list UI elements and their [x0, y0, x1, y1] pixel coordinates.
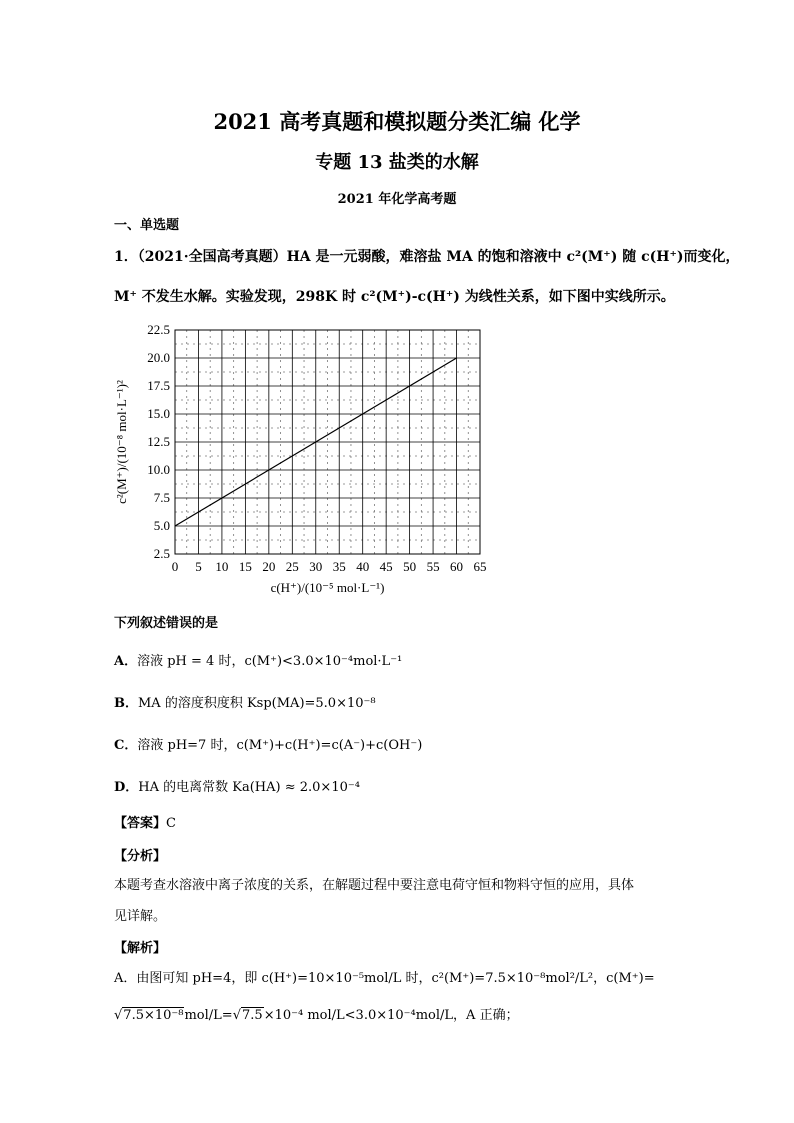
option-d — [114, 776, 360, 795]
explanation-label: 【解析】 — [114, 941, 167, 956]
x-tick-label: 30 — [309, 559, 323, 574]
option-d-text: HA 的电离常数 Ka(HA) ≈ 2.0×10⁻⁴ — [138, 780, 360, 795]
page-title: 2021 高考真题和模拟题分类汇编 化学 — [213, 109, 581, 134]
option-c — [114, 734, 422, 753]
y-tick-label: 5.0 — [153, 518, 170, 533]
line-chart — [110, 318, 500, 600]
sqrt-expression-2: √7.5 — [232, 1008, 263, 1023]
y-tick-label: 7.5 — [153, 490, 170, 505]
option-d-label: D． — [114, 780, 139, 795]
option-b-text: MA 的溶度积度积 Ksp(MA)=5.0×10⁻⁸ — [138, 696, 376, 711]
section-label: 一、单选题 — [114, 218, 180, 233]
option-b — [114, 692, 376, 711]
question-line-2: M⁺ 不发生水解。实验发现，298K 时 c²(M⁺)-c(H⁺) 为线性关系，如下图中实线所示。 — [114, 289, 675, 305]
option-c-text: 溶液 pH=7 时，c(M⁺)+c(H⁺)=c(A⁻)+c(OH⁻) — [137, 738, 423, 753]
y-tick-label: 15.0 — [147, 406, 170, 421]
x-tick-label: 50 — [403, 559, 417, 574]
x-tick-label: 35 — [332, 559, 346, 574]
y-tick-label: 17.5 — [147, 378, 170, 393]
sqrt-radicand-1: 7.5×10⁻⁸ — [123, 1008, 184, 1023]
x-tick-label: 10 — [215, 559, 229, 574]
question-prompt: 下列叙述错误的是 — [114, 616, 219, 631]
answer-line — [114, 812, 176, 831]
analysis-label: 【分析】 — [114, 849, 167, 864]
x-tick-label: 0 — [171, 559, 179, 574]
y-tick-label: 20.0 — [147, 350, 170, 365]
explanation-line-2 — [114, 1004, 519, 1023]
answer-value: C — [166, 816, 176, 831]
chart-x-label: c(H⁺)/(10⁻⁵ mol·L⁻¹) — [270, 580, 385, 595]
sqrt-expression-1: √7.5×10⁻⁸ — [114, 1008, 184, 1023]
option-b-label: B． — [114, 696, 138, 711]
page-subtitle: 专题 13 盐类的水解 — [315, 152, 479, 173]
x-tick-label: 15 — [238, 559, 252, 574]
y-tick-label: 12.5 — [147, 434, 170, 449]
chart-x-ticks — [172, 559, 487, 574]
chart-major-grid — [175, 330, 480, 554]
x-tick-label: 65 — [473, 559, 487, 574]
sqrt-radicand-2: 7.5 — [242, 1008, 263, 1023]
x-tick-label: 5 — [195, 559, 202, 574]
x-tick-label: 20 — [262, 559, 276, 574]
option-a — [114, 650, 402, 669]
x-tick-label: 40 — [356, 559, 370, 574]
section-heading: 2021 年化学高考题 — [337, 192, 457, 207]
option-a-text: 溶液 pH = 4 时，c(M⁺)<3.0×10⁻⁴mol·L⁻¹ — [137, 654, 403, 669]
answer-label: 【答案】 — [114, 816, 167, 831]
analysis-line-2: 见详解。 — [114, 909, 167, 924]
explanation-end: ×10⁻⁴ mol/L<3.0×10⁻⁴mol/L，A 正确； — [263, 1008, 519, 1023]
question-line-1: 1．（2021·全国高考真题）HA 是一元弱酸，难溶盐 MA 的饱和溶液中 c²(M⁺) 随 c(H⁺)而变化， — [114, 249, 740, 265]
chart-y-ticks — [147, 322, 170, 561]
x-tick-label: 55 — [426, 559, 440, 574]
option-c-label: C． — [114, 738, 138, 753]
y-tick-label: 2.5 — [153, 546, 170, 561]
x-tick-label: 60 — [450, 559, 464, 574]
analysis-line-1: 本题考查水溶液中离子浓度的关系，在解题过程中要注意电荷守恒和物料守恒的应用，具体 — [114, 878, 635, 893]
explanation-mid: mol/L= — [184, 1008, 233, 1023]
option-a-label: A． — [114, 654, 138, 669]
chart-y-label: c²(M⁺)/(10⁻⁸ mol·L⁻¹)² — [114, 380, 129, 504]
y-tick-label: 10.0 — [147, 462, 170, 477]
x-tick-label: 25 — [285, 559, 299, 574]
x-tick-label: 45 — [379, 559, 393, 574]
explanation-line-1: A．由图可知 pH=4，即 c(H⁺)=10×10⁻⁵mol/L 时，c²(M⁺)=7.5×10⁻⁸mol²/L²，c(M⁺)= — [114, 971, 655, 986]
y-tick-label: 22.5 — [147, 322, 170, 337]
